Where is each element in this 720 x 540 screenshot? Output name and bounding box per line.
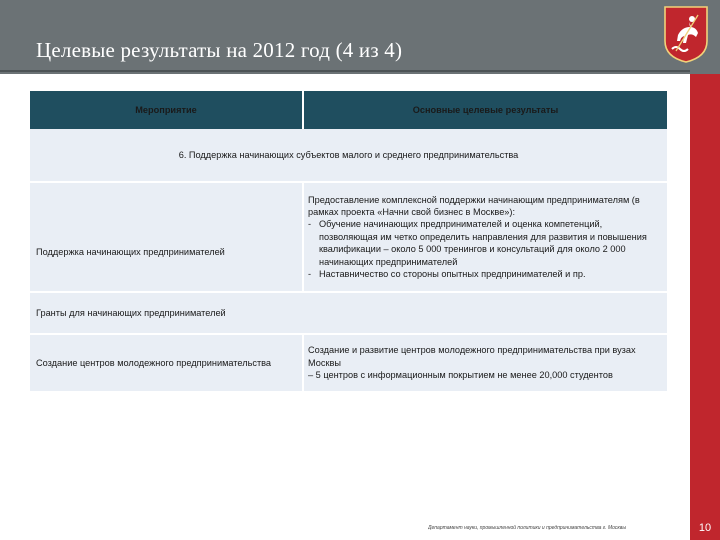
result-text: Создание и развитие центров молодежного предпринимательства при вузах Москвы	[308, 345, 636, 368]
column-header-results: Основные целевые результаты	[303, 91, 667, 129]
bullet-text: Наставничество со стороны опытных предпринимателей и пр.	[319, 269, 586, 280]
page-title: Целевые результаты на 2012 год (4 из 4)	[36, 38, 403, 62]
results-table	[30, 91, 667, 391]
bullet-text: Обучение начинающих предпринимателей и оценка компетенций, позволяющая им четко определить направления для развития и повышения квалификации – около 5 000 тренингов и консультаций для около 2 000 начинающих предпринимателей	[319, 219, 647, 267]
result-intro: Предоставление комплексной поддержки начинающим предпринимателям (в рамках проекта «Начни свой бизнес в Москве»):	[308, 194, 640, 217]
activity-cell: Поддержка начинающих предпринимателей	[30, 182, 303, 292]
result-bullet	[308, 218, 663, 268]
table-row	[30, 182, 667, 292]
title-underline	[0, 70, 690, 72]
result-text: – 5 центров с информационным покрытием не менее 20,000 студентов	[308, 370, 613, 381]
table-header-row	[30, 91, 667, 129]
title-bar	[0, 0, 720, 74]
bullet-dash: -	[308, 219, 312, 230]
section-title: 6. Поддержка начинающих субъектов малого и среднего предпринимательства	[30, 129, 667, 182]
result-bullet	[308, 268, 663, 280]
right-accent-bar	[690, 74, 720, 540]
moscow-coat-of-arms-icon	[662, 5, 710, 63]
page-number: 10	[698, 522, 712, 534]
table-row	[30, 292, 667, 334]
result-cell	[303, 334, 667, 391]
result-cell	[303, 182, 667, 292]
bullet-dash: -	[308, 269, 312, 280]
footer-text: Департамент науки, промышленной политики и предпринимательства г. Москвы	[428, 525, 627, 531]
activity-cell: Гранты для начинающих предпринимателей	[30, 292, 667, 334]
column-header-activity: Мероприятие	[30, 91, 303, 129]
table-row	[30, 334, 667, 391]
activity-cell: Создание центров молодежного предпринимательства	[30, 334, 303, 391]
section-row	[30, 129, 667, 182]
